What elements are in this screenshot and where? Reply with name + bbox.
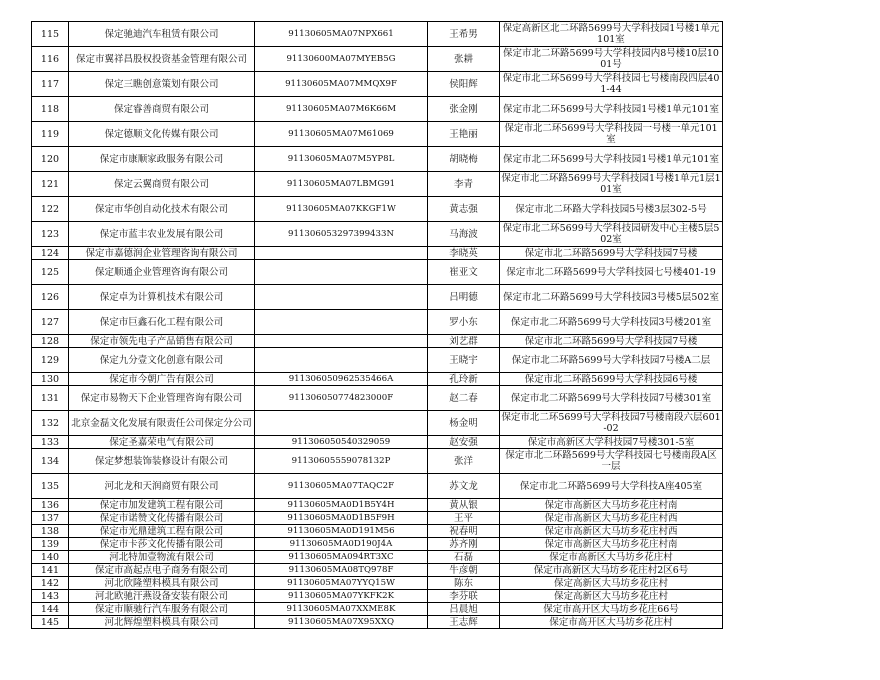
address-cell: 保定市高新区大马坊乡花庄村南: [500, 499, 723, 512]
row-number-cell: 143: [32, 590, 69, 603]
company-name-cell: 保定圣嘉荣电气有限公司: [69, 436, 255, 449]
credit-code-cell: [255, 411, 428, 436]
credit-code-cell: [255, 247, 428, 260]
credit-code-cell: 91130605MA07TAQC2F: [255, 474, 428, 499]
row-number-cell: 131: [32, 386, 69, 411]
legal-person-cell: 刘艺群: [428, 335, 500, 348]
row-number-cell: 116: [32, 47, 69, 72]
row-number-cell: 117: [32, 72, 69, 97]
address-cell: 保定市北二环路大学科技园5号楼3层302-5号: [500, 197, 723, 222]
legal-person-cell: 苏文龙: [428, 474, 500, 499]
table-row: [32, 603, 723, 616]
legal-person-cell: 李青: [428, 172, 500, 197]
credit-code-cell: 911306050962535466A: [255, 373, 428, 386]
address-cell: 保定市北二环5699号大学科技园7号楼南段六层601-02: [501, 412, 721, 434]
address-cell: 保定市高新区大马坊乡花庄村2区6号: [500, 564, 723, 577]
address-cell: 保定市北二环路5699号大学科技园6号楼: [500, 373, 723, 386]
credit-code-cell: [255, 260, 428, 285]
legal-person-cell: 苏齐刚: [428, 538, 500, 551]
address-cell: 保定市北二环路5699号大学科技园3号楼201室: [500, 310, 723, 335]
address-cell: 保定市北二环路5699号大学科技A座405室: [500, 474, 723, 499]
company-name-cell: 保定市易物天下企业管理咨询有限公司: [69, 386, 255, 411]
credit-code-cell: 91130605MA07X95XXQ: [255, 616, 428, 629]
company-name-cell: 保定市蓝丰农业发展有限公司: [69, 222, 255, 247]
credit-code-cell: [255, 335, 428, 348]
company-name-cell: 保定卓为计算机技术有限公司: [69, 285, 255, 310]
company-name-cell: 保定九分壹文化创意有限公司: [69, 348, 255, 373]
address-cell: 保定市北二环路5699号大学科技园7号楼: [500, 335, 723, 348]
row-number-cell: 122: [32, 197, 69, 222]
legal-person-cell: 王晓宇: [428, 348, 500, 373]
table-row: [32, 551, 723, 564]
address-cell: 保定市高新区大学科技园7号楼301-5室: [500, 436, 723, 449]
table-row: [32, 577, 723, 590]
legal-person-cell: 吕晨旭: [428, 603, 500, 616]
credit-code-cell: 91130605MA07M61069: [255, 122, 428, 147]
row-number-cell: 121: [32, 172, 69, 197]
credit-code-cell: 911306050774823000F: [255, 386, 428, 411]
row-number-cell: 138: [32, 525, 69, 538]
credit-code-cell: 91130605MA0D190J4A: [255, 538, 428, 551]
table-row: [32, 122, 723, 147]
legal-person-cell: 杨金明: [428, 411, 500, 436]
legal-person-cell: 吕明德: [428, 285, 500, 310]
table-row: [32, 310, 723, 335]
credit-code-cell: [255, 285, 428, 310]
legal-person-cell: 黄志强: [428, 197, 500, 222]
row-number-cell: 124: [32, 247, 69, 260]
table-row: [32, 449, 723, 474]
table-row: [32, 411, 723, 436]
row-number-cell: 144: [32, 603, 69, 616]
legal-person-cell: 王平: [428, 512, 500, 525]
credit-code-cell: [255, 348, 428, 373]
address-cell: 保定市北二环路5699号大学科技园七号楼401-19: [500, 260, 723, 285]
company-name-cell: 河北龙和天润商贸有限公司: [69, 474, 255, 499]
address-cell: 保定市北二环路5699号大学科技园7号楼: [500, 247, 723, 260]
table-row: [32, 72, 723, 97]
credit-code-cell: 91130605MA07YYQ15W: [255, 577, 428, 590]
address-cell: 保定市高新区大马坊乡花庄村: [500, 551, 723, 564]
company-name-cell: 保定市加发建筑工程有限公司: [69, 499, 255, 512]
address-cell: 保定高新区大马坊乡花庄村: [500, 590, 723, 603]
company-name-cell: 保定市嘉德润企业管理咨询有限公司: [69, 247, 255, 260]
company-name-cell: 保定市巨鑫石化工程有限公司: [69, 310, 255, 335]
credit-code-cell: 91130605MA07MMQX9F: [255, 72, 428, 97]
row-number-cell: 130: [32, 373, 69, 386]
table-row: [32, 512, 723, 525]
table-row: [32, 247, 723, 260]
credit-code-cell: 91130605MA07M6K66M: [255, 97, 428, 122]
legal-person-cell: 罗小东: [428, 310, 500, 335]
company-name-cell: 保定市翼祥昌股权投资基金管理有限公司: [69, 47, 255, 72]
table-row: [32, 373, 723, 386]
address-cell: 保定市高开区大马坊乡花庄村: [500, 616, 723, 629]
company-name-cell: 保定三瞧创意策划有限公司: [69, 72, 255, 97]
address-cell: 保定市北二环路5699号大学科技园7号楼A二层: [500, 348, 723, 373]
credit-code-cell: [255, 310, 428, 335]
row-number-cell: 115: [32, 22, 69, 47]
legal-person-cell: 赵二春: [428, 386, 500, 411]
table-row: [32, 474, 723, 499]
address-cell: 保定市高新区大马坊乡花庄村西: [500, 525, 723, 538]
company-name-cell: 保定市华创自动化技术有限公司: [69, 197, 255, 222]
row-number-cell: 119: [32, 122, 69, 147]
company-name-cell: 保定顺通企业管理咨询有限公司: [69, 260, 255, 285]
table-row: [32, 499, 723, 512]
row-number-cell: 142: [32, 577, 69, 590]
table-row: [32, 260, 723, 285]
company-name-cell: 保定市领先电子产品销售有限公司: [69, 335, 255, 348]
row-number-cell: 125: [32, 260, 69, 285]
table-row: [32, 590, 723, 603]
address-cell: 保定市高新区大马坊乡花庄村南: [500, 538, 723, 551]
row-number-cell: 132: [32, 411, 69, 436]
credit-code-cell: 91130605MA07NPX661: [255, 22, 428, 47]
legal-person-cell: 李晓英: [428, 247, 500, 260]
row-number-cell: 141: [32, 564, 69, 577]
row-number-cell: 145: [32, 616, 69, 629]
company-name-cell: 河北欣隆塑料模具有限公司: [69, 577, 255, 590]
row-number-cell: 128: [32, 335, 69, 348]
company-name-cell: 保定市卡莎文化传播有限公司: [69, 538, 255, 551]
table-row: [32, 222, 723, 247]
credit-code-cell: 91130605MA07YKFK2K: [255, 590, 428, 603]
company-name-cell: 保定市诺赞文化传播有限公司: [69, 512, 255, 525]
address-cell: 保定市北二环路5699号大学科技园七号楼南段A区一层: [500, 449, 723, 474]
credit-code-cell: 91130605MA07XXME8K: [255, 603, 428, 616]
table-row: [32, 285, 723, 310]
address-cell: 保定市北二环路5699号大学科技园3号楼5层502室: [500, 285, 723, 310]
row-number-cell: 139: [32, 538, 69, 551]
company-name-cell: 保定市今朝广告有限公司: [69, 373, 255, 386]
table-row: [32, 197, 723, 222]
table-row: [32, 97, 723, 122]
company-name-cell: 保定梦想装饰装修设计有限公司: [69, 449, 255, 474]
legal-person-cell: 祝春明: [428, 525, 500, 538]
row-number-cell: 126: [32, 285, 69, 310]
credit-code-cell: 911306050540329059: [255, 436, 428, 449]
address-cell: 保定高新区大马坊乡花庄村: [500, 577, 723, 590]
credit-code-cell: 91130605MA07M5YP8L: [255, 147, 428, 172]
address-cell: 保定市高开区大马坊乡花庄66号: [500, 603, 723, 616]
company-name-cell: 河北辉煌塑料模具有限公司: [69, 616, 255, 629]
address-cell: 保定市北二环5699号大学科技园七号楼南段四层401-44: [500, 72, 723, 97]
table-row: [32, 538, 723, 551]
row-number-cell: 118: [32, 97, 69, 122]
row-number-cell: 129: [32, 348, 69, 373]
legal-person-cell: 黄从银: [428, 499, 500, 512]
legal-person-cell: 王艳丽: [428, 122, 500, 147]
legal-person-cell: 牛彦朝: [428, 564, 500, 577]
row-number-cell: 133: [32, 436, 69, 449]
row-number-cell: 140: [32, 551, 69, 564]
company-name-cell: 保定睿善商贸有限公司: [69, 97, 255, 122]
credit-code-cell: 91130605559078132P: [255, 449, 428, 474]
table-row: [32, 348, 723, 373]
table-row: [32, 386, 723, 411]
legal-person-cell: 石磊: [428, 551, 500, 564]
address-cell: 保定高新区北二环路5699号大学科技园1号楼1单元101室: [500, 22, 723, 47]
row-number-cell: 120: [32, 147, 69, 172]
company-name-cell: 保定市顺驰行汽车服务有限公司: [69, 603, 255, 616]
company-name-cell: 保定云翼商贸有限公司: [69, 172, 255, 197]
credit-code-cell: 91130600MA07MYEB5G: [255, 47, 428, 72]
company-name-cell: 北京金磊文化发展有限责任公司保定分公司: [69, 411, 255, 436]
table-row: [32, 47, 723, 72]
legal-person-cell: 胡晓梅: [428, 147, 500, 172]
company-name-cell: 保定市康顺家政服务有限公司: [69, 147, 255, 172]
legal-person-cell: 崔亚文: [428, 260, 500, 285]
table-body: [32, 22, 723, 629]
legal-person-cell: 张耕: [428, 47, 500, 72]
legal-person-cell: 张金刚: [428, 97, 500, 122]
legal-person-cell: 赵安强: [428, 436, 500, 449]
table-row: [32, 616, 723, 629]
table-row: [32, 147, 723, 172]
legal-person-cell: 王志辉: [428, 616, 500, 629]
address-cell: 保定市北二环5699号大学科技园一号楼一单元101室: [500, 122, 723, 147]
address-cell: 保定市北二环路5699号大学科技园内8号楼10层1001号: [500, 47, 723, 72]
address-cell: 保定市北二环路5699号大学科技园7号楼301室: [500, 386, 723, 411]
legal-person-cell: 李芬联: [428, 590, 500, 603]
credit-code-cell: 91130605MA08TQ978F: [255, 564, 428, 577]
credit-code-cell: 91130605MA094RT3XC: [255, 551, 428, 564]
legal-person-cell: 侯阳辉: [428, 72, 500, 97]
legal-person-cell: 王希男: [428, 22, 500, 47]
row-number-cell: 136: [32, 499, 69, 512]
address-cell: 保定市北二环5699号大学科技园1号楼1单元101室: [500, 97, 723, 122]
row-number-cell: 137: [32, 512, 69, 525]
company-name-cell: 河北特加壹物流有限公司: [69, 551, 255, 564]
credit-code-cell: 91130605MA0D1B5Y4H: [255, 499, 428, 512]
legal-person-cell: 张洋: [428, 449, 500, 474]
company-name-cell: 保定市高起点电子商务有限公司: [69, 564, 255, 577]
company-name-cell: 保定德顺文化传媒有限公司: [69, 122, 255, 147]
company-name-cell: 保定驰迪汽车租赁有限公司: [69, 22, 255, 47]
table-row: [32, 525, 723, 538]
address-cell: 保定市高新区大马坊乡花庄村西: [500, 512, 723, 525]
credit-code-cell: 911306053297399433N: [255, 222, 428, 247]
legal-person-cell: 孔玲新: [428, 373, 500, 386]
company-table: [31, 21, 723, 629]
row-number-cell: 123: [32, 222, 69, 247]
credit-code-cell: 91130605MA07LBMG91: [255, 172, 428, 197]
table-row: [32, 335, 723, 348]
company-name-cell: 河北欧驰汗燕设备安装有限公司: [69, 590, 255, 603]
legal-person-cell: 陈东: [428, 577, 500, 590]
table-row: [32, 172, 723, 197]
row-number-cell: 135: [32, 474, 69, 499]
credit-code-cell: 91130605MA0D1B5F9H: [255, 512, 428, 525]
address-cell: 保定市北二环5699号大学科技园研发中心主楼5层502室: [500, 222, 723, 247]
table-row: [32, 436, 723, 449]
row-number-cell: 134: [32, 449, 69, 474]
row-number-cell: 127: [32, 310, 69, 335]
table-row: [32, 564, 723, 577]
credit-code-cell: 91130605MA07KKGF1W: [255, 197, 428, 222]
legal-person-cell: 马海波: [428, 222, 500, 247]
address-cell: 保定市北二环5699号大学科技园1号楼1单元101室: [500, 147, 723, 172]
table-row: [32, 22, 723, 47]
credit-code-cell: 91130605MA0D191M56: [255, 525, 428, 538]
company-name-cell: 保定市光鼎建筑工程有限公司: [69, 525, 255, 538]
address-cell: 保定市北二环路5699号大学科技园1号楼1单元1层101室: [501, 173, 721, 195]
